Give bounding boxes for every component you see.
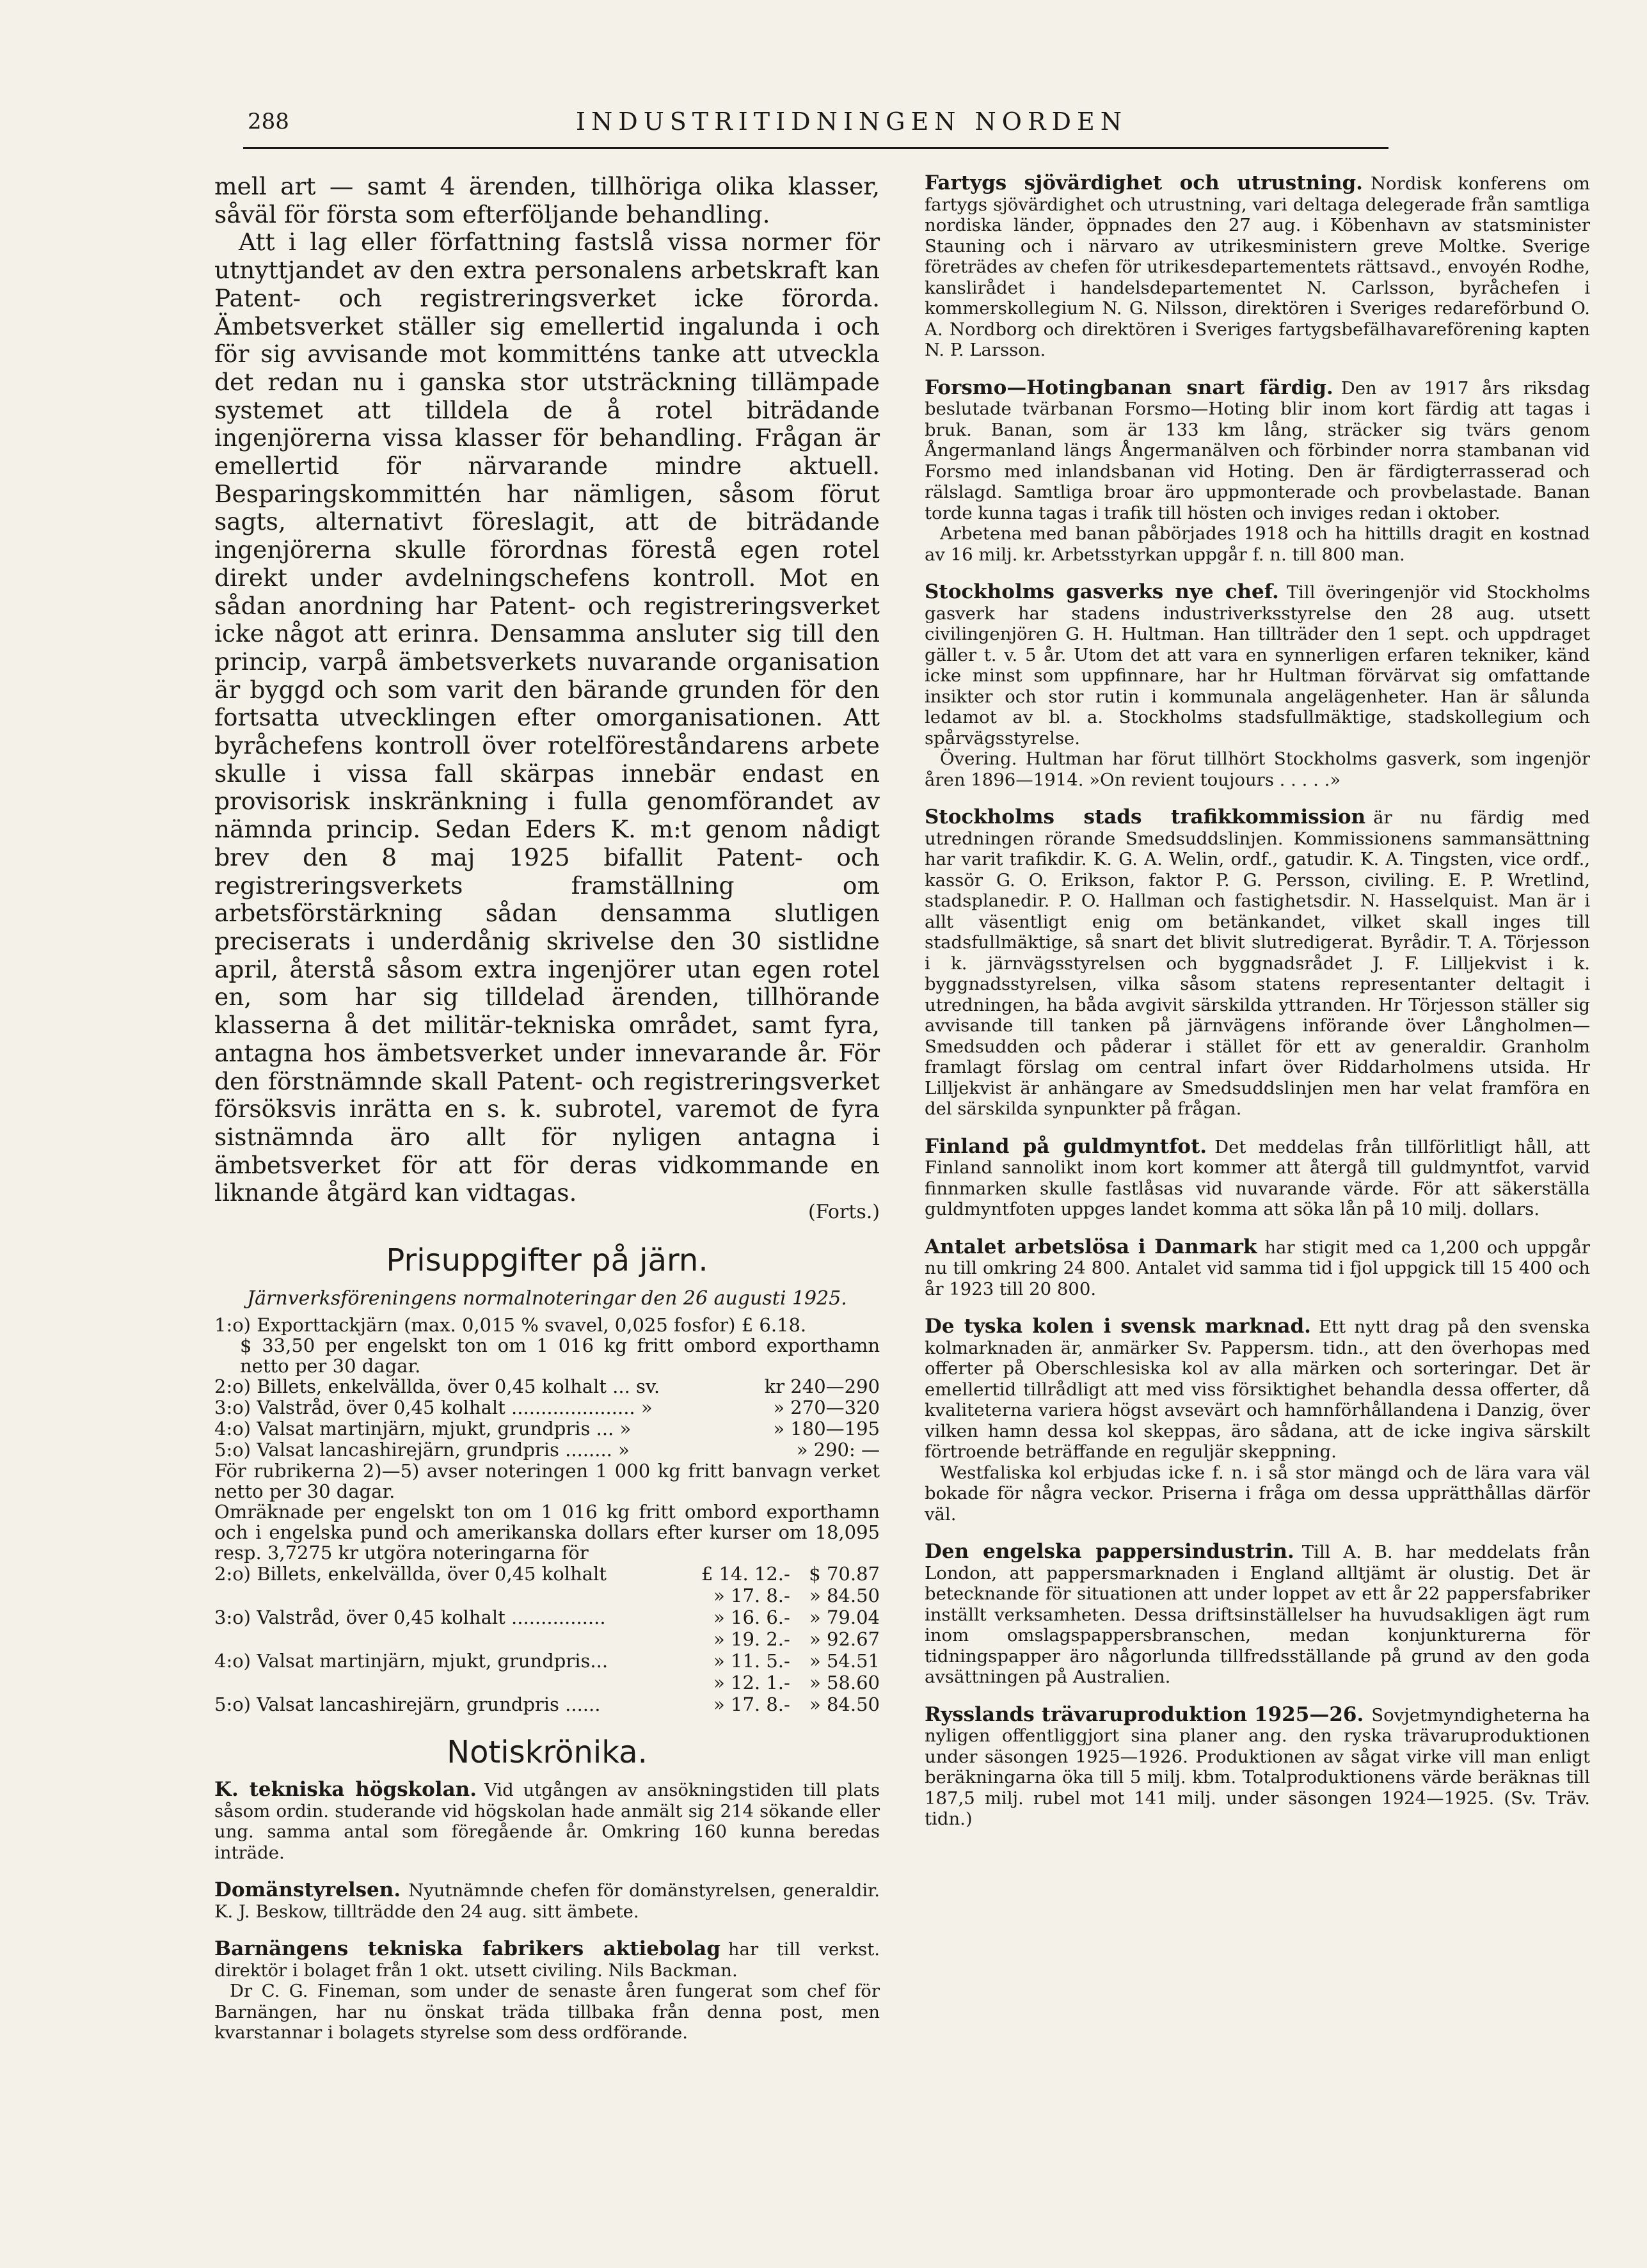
news-title: Finland på guldmyntfot. — [925, 1134, 1207, 1158]
conversion-row — [214, 1563, 880, 1585]
right-column — [925, 173, 1590, 1846]
news-item — [925, 1136, 1590, 1220]
conversion-gbp: » 17. 8.- — [713, 1693, 790, 1716]
news-item — [925, 1237, 1590, 1300]
conversion-usd: » 58.60 — [809, 1672, 880, 1694]
news-title: Stockholms gasverks nye chef. — [925, 580, 1279, 603]
news-text: Nyutnämnde chefen för domänstyrelsen, generaldir. K. J. Beskow, tillträdde den 24 aug. sitt ämbete. — [214, 1880, 880, 1922]
news-text: Arbetena med banan påbörjades 1918 och ha hittills dragit en kostnad av 16 milj. kr. Arbetsstyrkan uppgår f. n. till 800 man. — [925, 523, 1590, 565]
news-title: Domänstyrelsen. — [214, 1878, 401, 1902]
price-item-export-dollar: $ 33,50 per engelskt ton om 1 016 kg fritt ombord exporthamn netto per 30 dagar. — [240, 1335, 880, 1377]
news-title: Forsmo—Hotingbanan snart färdig. — [925, 376, 1333, 399]
news-item — [925, 1541, 1590, 1688]
news-item — [925, 173, 1590, 361]
conversion-gbp: » 11. 5.- — [713, 1650, 790, 1672]
price-desc: 5:o) Valsat lancashirejärn, grundpris ........ » — [214, 1439, 630, 1461]
news-item — [214, 1880, 880, 1922]
price-row — [214, 1439, 880, 1461]
conversion-gbp: » 17. 8.- — [713, 1585, 790, 1607]
conversion-usd: $ 70.87 — [809, 1563, 880, 1585]
news-item — [925, 807, 1590, 1120]
conversion-label — [214, 1628, 679, 1650]
news-item — [925, 1704, 1590, 1830]
conversion-gbp: £ 14. 12.- — [701, 1563, 790, 1585]
news-text: Det meddelas från tillförlitligt håll, att Finland sannolikt inom kort kommer att återgå till guldmyntfot, varvid finnmarken skulle fastlåsas vid nuvarande värde. För att säkerställa guldmyntfoten uppges landet komma att söka lån på 10 milj. dollars. — [925, 1136, 1590, 1219]
conversion-usd: » 79.04 — [809, 1606, 880, 1629]
page-number: 288 — [248, 109, 289, 134]
news-title: Barnängens tekniska fabrikers aktiebolag — [214, 1937, 720, 1961]
news-text: har stigit med ca 1,200 och uppgår nu till omkring 24 800. Antalet vid samma tid i fjol uppgick till 15 400 och år 1923 till 20 800. — [925, 1237, 1590, 1299]
conversion-row — [214, 1585, 880, 1606]
price-desc: 3:o) Valstråd, över 0,45 kolhalt ..................... » — [214, 1397, 653, 1419]
notiskronika-title: Notiskrönika. — [447, 1734, 648, 1771]
news-item — [214, 1779, 880, 1863]
conversion-usd: » 92.67 — [809, 1628, 880, 1651]
conversion-row — [214, 1628, 880, 1650]
conversion-row — [214, 1693, 880, 1715]
news-text: Övering. Hultman har förut tillhört Stockholms gasverk, som ingenjör åren 1896—1914. »On revient toujours . . . . .» — [925, 749, 1590, 790]
news-text: Dr C. G. Fineman, som under de senaste åren fungerat som chef för Barnängen, har nu önskat träda tillbaka från denna post, men kvarstannar i bolagets styrelse som dess ordförande. — [214, 1981, 880, 2043]
news-text: Till A. B. har meddelats från London, att pappersmarknaden i England alltjämt är olustig. Det är betecknande för situationen att under loppet av ett år 22 pappersfabriker inställt verksamheten. Dessa driftsinställelser ha huvudsakligen ägt rum inom omslagspappersbranschen, medan konjunkturerna för tidningspapper äro någorlunda tillfredsställande på grund av den goda avsättningen på Australien. — [925, 1542, 1590, 1687]
news-text: Ett nytt drag på den svenska kolmarknaden är, anmärker Sv. Pappersm. tidn., att den överhopas med offerter på Oberschlesiska kol av alla märken och sorteringar. Det är emellertid tillrådligt att med viss försiktighet behandla dessa offerter, då kvaliteterna variera högst avsevärt och hamnförhållandena i Danzig, över vilken hamn dessa kol skeppas, äro sådana, att de icke ingiva särskilt förtroende beträffande en reguljär skeppning. — [925, 1317, 1590, 1462]
continuation-note: (Forts.) — [808, 1201, 880, 1224]
header-rule — [243, 147, 1388, 149]
news-item — [925, 1316, 1590, 1525]
news-text: Till överingenjör vid Stockholms gasverk har stadens industriverksstyrelse den 28 aug. utsett civilingenjören G. H. Hultman. Han tillträder den 1 sept. och uppdraget gäller t. v. 5 år. Utom det att vara en synnerligen erfaren tekniker, känd icke minst som uppfinnare, har hr Hultman förvärvat sig omfattande insikter och stor rutin i kommunala angelägenheter. Han är sålunda ledamot av bl. a. Stockholms stadsfullmäktige, stadskollegium och spårvägsstyrelse. — [925, 582, 1590, 749]
news-title: Antalet arbetslösa i Danmark — [925, 1235, 1257, 1258]
conversion-usd: » 84.50 — [809, 1585, 880, 1607]
news-text: har till verkst. direktör i bolaget från 1 okt. utsett civiling. Nils Backman. — [214, 1939, 880, 1981]
conversion-gbp: » 16. 6.- — [713, 1606, 790, 1629]
conversion-gbp: » 12. 1.- — [713, 1672, 790, 1694]
news-text: Sovjetmyndigheterna ha nyligen offentliggjort sina planer ang. den ryska trävaruproduktionen under säsongen 1925—1926. Produktionen av sågat virke vill man enligt beräkningarna öka till 5 milj. kbm. Totalproduktionens värde beräknas till 187,5 milj. rubel mot 141 milj. under säsongen 1924—1925. (Sv. Träv. tidn.) — [925, 1704, 1590, 1829]
news-text: Den av 1917 års riksdag beslutade tvärbanan Forsmo—Hoting blir inom kort färdig att tagas i bruk. Banan, som är 133 km lång, sträcker sig tvärs genom Ångermanland längs Ångermanälven och förbinder norra stambanan vid Forsmo med inlandsbanan vid Hoting. Den är färdigterrasserad och rälslagd. Samtliga broar äro uppmonterade och provbelastade. Banan torde kunna tagas i trafik till hösten och inviges redan i oktober. — [925, 377, 1590, 523]
news-title: Fartygs sjövärdighet och utrustning. — [925, 171, 1363, 194]
conversion-usd: » 54.51 — [809, 1650, 880, 1672]
news-text: är nu färdig med utredningen rörande Smedsuddslinjen. Kommissionens sammansättning har varit trafikdir. K. G. A. Welin, ordf., gatudir. K. A. Tingsten, vice ordf., kassör G. O. Erikson, faktor P. G. Persson, civiling. E. P. Wretlind, stadsplanedir. P. O. Hallman och fastighetsdir. N. Hasselquist. Man är i allt väsentligt enig om betänkandet, vilket skall inges till stadsfullmäktige, så snart det blivit slutredigerat. Byrådir. T. A. Törjesson i k. järnvägsstyrelsen och byggnadsrådet J. F. Lilljekvist i k. byggnadsstyrelsen, vilka såsom statens representanter deltagit i utredningen, ha båda avgivit särskilda yttranden. Hr Törjesson ställer sig avvisande till tanken på järnvägens införande över Långholmen—Smedsudden och påderar i stället för ett av generaldir. Granholm framlagt förslag om central infart över Riddarholmens utsida. Hr Lilljekvist är anhängare av Smedsuddslinjen men har velat framföra en del särskilda synpunkter på frågan. — [925, 807, 1590, 1119]
price-value: » 290: — — [796, 1439, 880, 1461]
price-note: För rubrikerna 2)—5) avser noteringen 1 000 kg fritt banvagn verket netto per 30 dagar. — [214, 1460, 880, 1503]
price-value: » 270—320 — [773, 1397, 880, 1419]
news-item — [925, 377, 1590, 566]
price-list — [214, 1315, 880, 1715]
conversion-label — [214, 1672, 679, 1693]
price-desc: 4:o) Valsat martinjärn, mjukt, grundpris ... » — [214, 1418, 632, 1440]
conversion-label: 5:o) Valsat lancashirejärn, grundpris ...... — [214, 1693, 601, 1716]
news-title: Rysslands trävaruproduktion 1925—26. — [925, 1702, 1364, 1726]
conversion-row — [214, 1650, 880, 1672]
running-head: INDUSTRITIDNINGEN NORDEN — [576, 107, 1127, 136]
conversion-row — [214, 1672, 880, 1693]
price-desc: 2:o) Billets, enkelvällda, över 0,45 kolhalt ... sv. — [214, 1376, 660, 1398]
conversion-table — [214, 1563, 880, 1715]
news-title: De tyska kolen i svensk marknad. — [925, 1315, 1311, 1338]
price-row — [214, 1418, 880, 1439]
price-value: kr 240—290 — [764, 1376, 880, 1398]
lead-article — [214, 173, 880, 1207]
conversion-label: 4:o) Valsat martinjärn, mjukt, grundpris... — [214, 1650, 609, 1672]
news-title: Den engelska pappersindustrin. — [925, 1540, 1294, 1563]
news-text: Vid utgången av ansökningstiden till plats såsom ordin. studerande vid högskolan hade anmält sig 214 sökande eller ung. samma antal som föregående år. Omkring 160 kunna beredas inträde. — [214, 1780, 880, 1863]
prices-subtitle: Järnverksföreningens normalnoteringar den 26 augusti 1925. — [247, 1287, 847, 1310]
conversion-label: 2:o) Billets, enkelvällda, över 0,45 kolhalt — [214, 1563, 607, 1585]
conversion-label: 3:o) Valstråd, över 0,45 kolhalt ................ — [214, 1606, 606, 1629]
price-note: Omräknade per engelskt ton om 1 016 kg fritt ombord exporthamn och i engelska pund och amerikanska dollars efter kurser om 18,095 resp. 3,7275 kr utgöra noteringarna för — [214, 1501, 880, 1564]
news-title: K. tekniska högskolan. — [214, 1778, 477, 1802]
lead-paragraph: Att i lag eller författning fastslå vissa normer för utnyttjandet av den extra personalens arbetskraft kan Patent- och registreringsverket icke förorda. Ämbetsverket ställer sig emellertid ingalunda i och för sig avvisande mot kommitténs tanke att utveckla det redan nu i ganska stor utsträckning tillämpade systemet att tilldela de å rotel biträdande ingenjörerna vissa klasser för behandling. Frågan är emellertid för närvarande mindre aktuell. Besparingskommittén har nämligen, såsom förut sagts, alternativt föreslagit, att de biträdande ingenjörerna skulle förordnas förestå egen rotel direkt under avdelningschefens kontroll. Mot en sådan anordning har Patent- och registreringsverket icke något att erinra. Densamma ansluter sig till den princip, varpå ämbetsverkets nuvarande organisation är byggd och som varit den bärande grunden för den fortsatta utvecklingen efter omorganisationen. Att byråchefens kontroll över rotelföreståndarens arbete skulle i vissa fall skärpas innebär endast en provisorisk inskränkning i fulla genomförandet av nämnda princip. Sedan Eders K. m:t genom nådigt brev den 8 maj 1925 bifallit Patent- och registreringsverkets framställning om arbetsförstärkning sådan densamma slutligen preciserats i underdånig skrivelse den 30 sistlidne april, återstå såsom extra ingenjörer utan egen rotel en, som har sig tilldelad ärenden, tillhörande klasserna å det militär-tekniska området, samt fyra, antagna hos ämbetsverket under innevarande år. För den förstnämnde skall Patent- och registreringsverket försöksvis inrätta en s. k. subrotel, varemot de fyra sistnämnda äro allt för nyligen antagna i ämbetsverket för att för deras vidkommande en liknande åtgärd kan vidtagas. — [214, 228, 880, 1207]
conversion-row — [214, 1606, 880, 1628]
price-item-export: 1:o) Exporttackjärn (max. 0,015 % svavel, 0,025 fosfor) £ 6.18. — [214, 1314, 807, 1336]
price-value: » 180—195 — [773, 1418, 880, 1440]
conversion-label — [214, 1585, 679, 1606]
news-text: Westfaliska kol erbjudas icke f. n. i så stor mängd och de lära vara väl bokade för några veckor. Priserna i fråga om dessa upprätthållas därför väl. — [925, 1462, 1590, 1525]
news-item — [214, 1939, 880, 2043]
conversion-gbp: » 19. 2.- — [713, 1628, 790, 1651]
conversion-usd: » 84.50 — [809, 1693, 880, 1716]
prices-title: Prisuppgifter på järn. — [386, 1242, 708, 1279]
lead-paragraph: mell art — samt 4 ärenden, tillhöriga olika klasser, såväl för första som efterföljande behandling. — [214, 172, 880, 228]
price-row — [214, 1376, 880, 1397]
news-title: Stockholms stads trafikkommission — [925, 805, 1366, 829]
price-row — [214, 1397, 880, 1418]
left-column — [214, 173, 880, 2060]
news-text: Nordisk konferens om fartygs sjövärdighet och utrustning, vari deltaga delegerade från samtliga nordiska länder, öppnades den 27 aug. i Köbenhavn av statsminister Stauning och i närvaro av utrikesministern greve Moltke. Sverige företrädes av chefen för utrikesdepartementets rättsavd., envoyén Rodhe, kanslirådet i handelsdepartementet N. Carlsson, byråchefen i kommerskollegium N. G. Nilsson, direktören i Sveriges redareförbund O. A. Nordborg och direktören i Sveriges fartygsbefälhavareförening kapten N. P. Larsson. — [925, 173, 1590, 360]
news-item — [925, 582, 1590, 790]
